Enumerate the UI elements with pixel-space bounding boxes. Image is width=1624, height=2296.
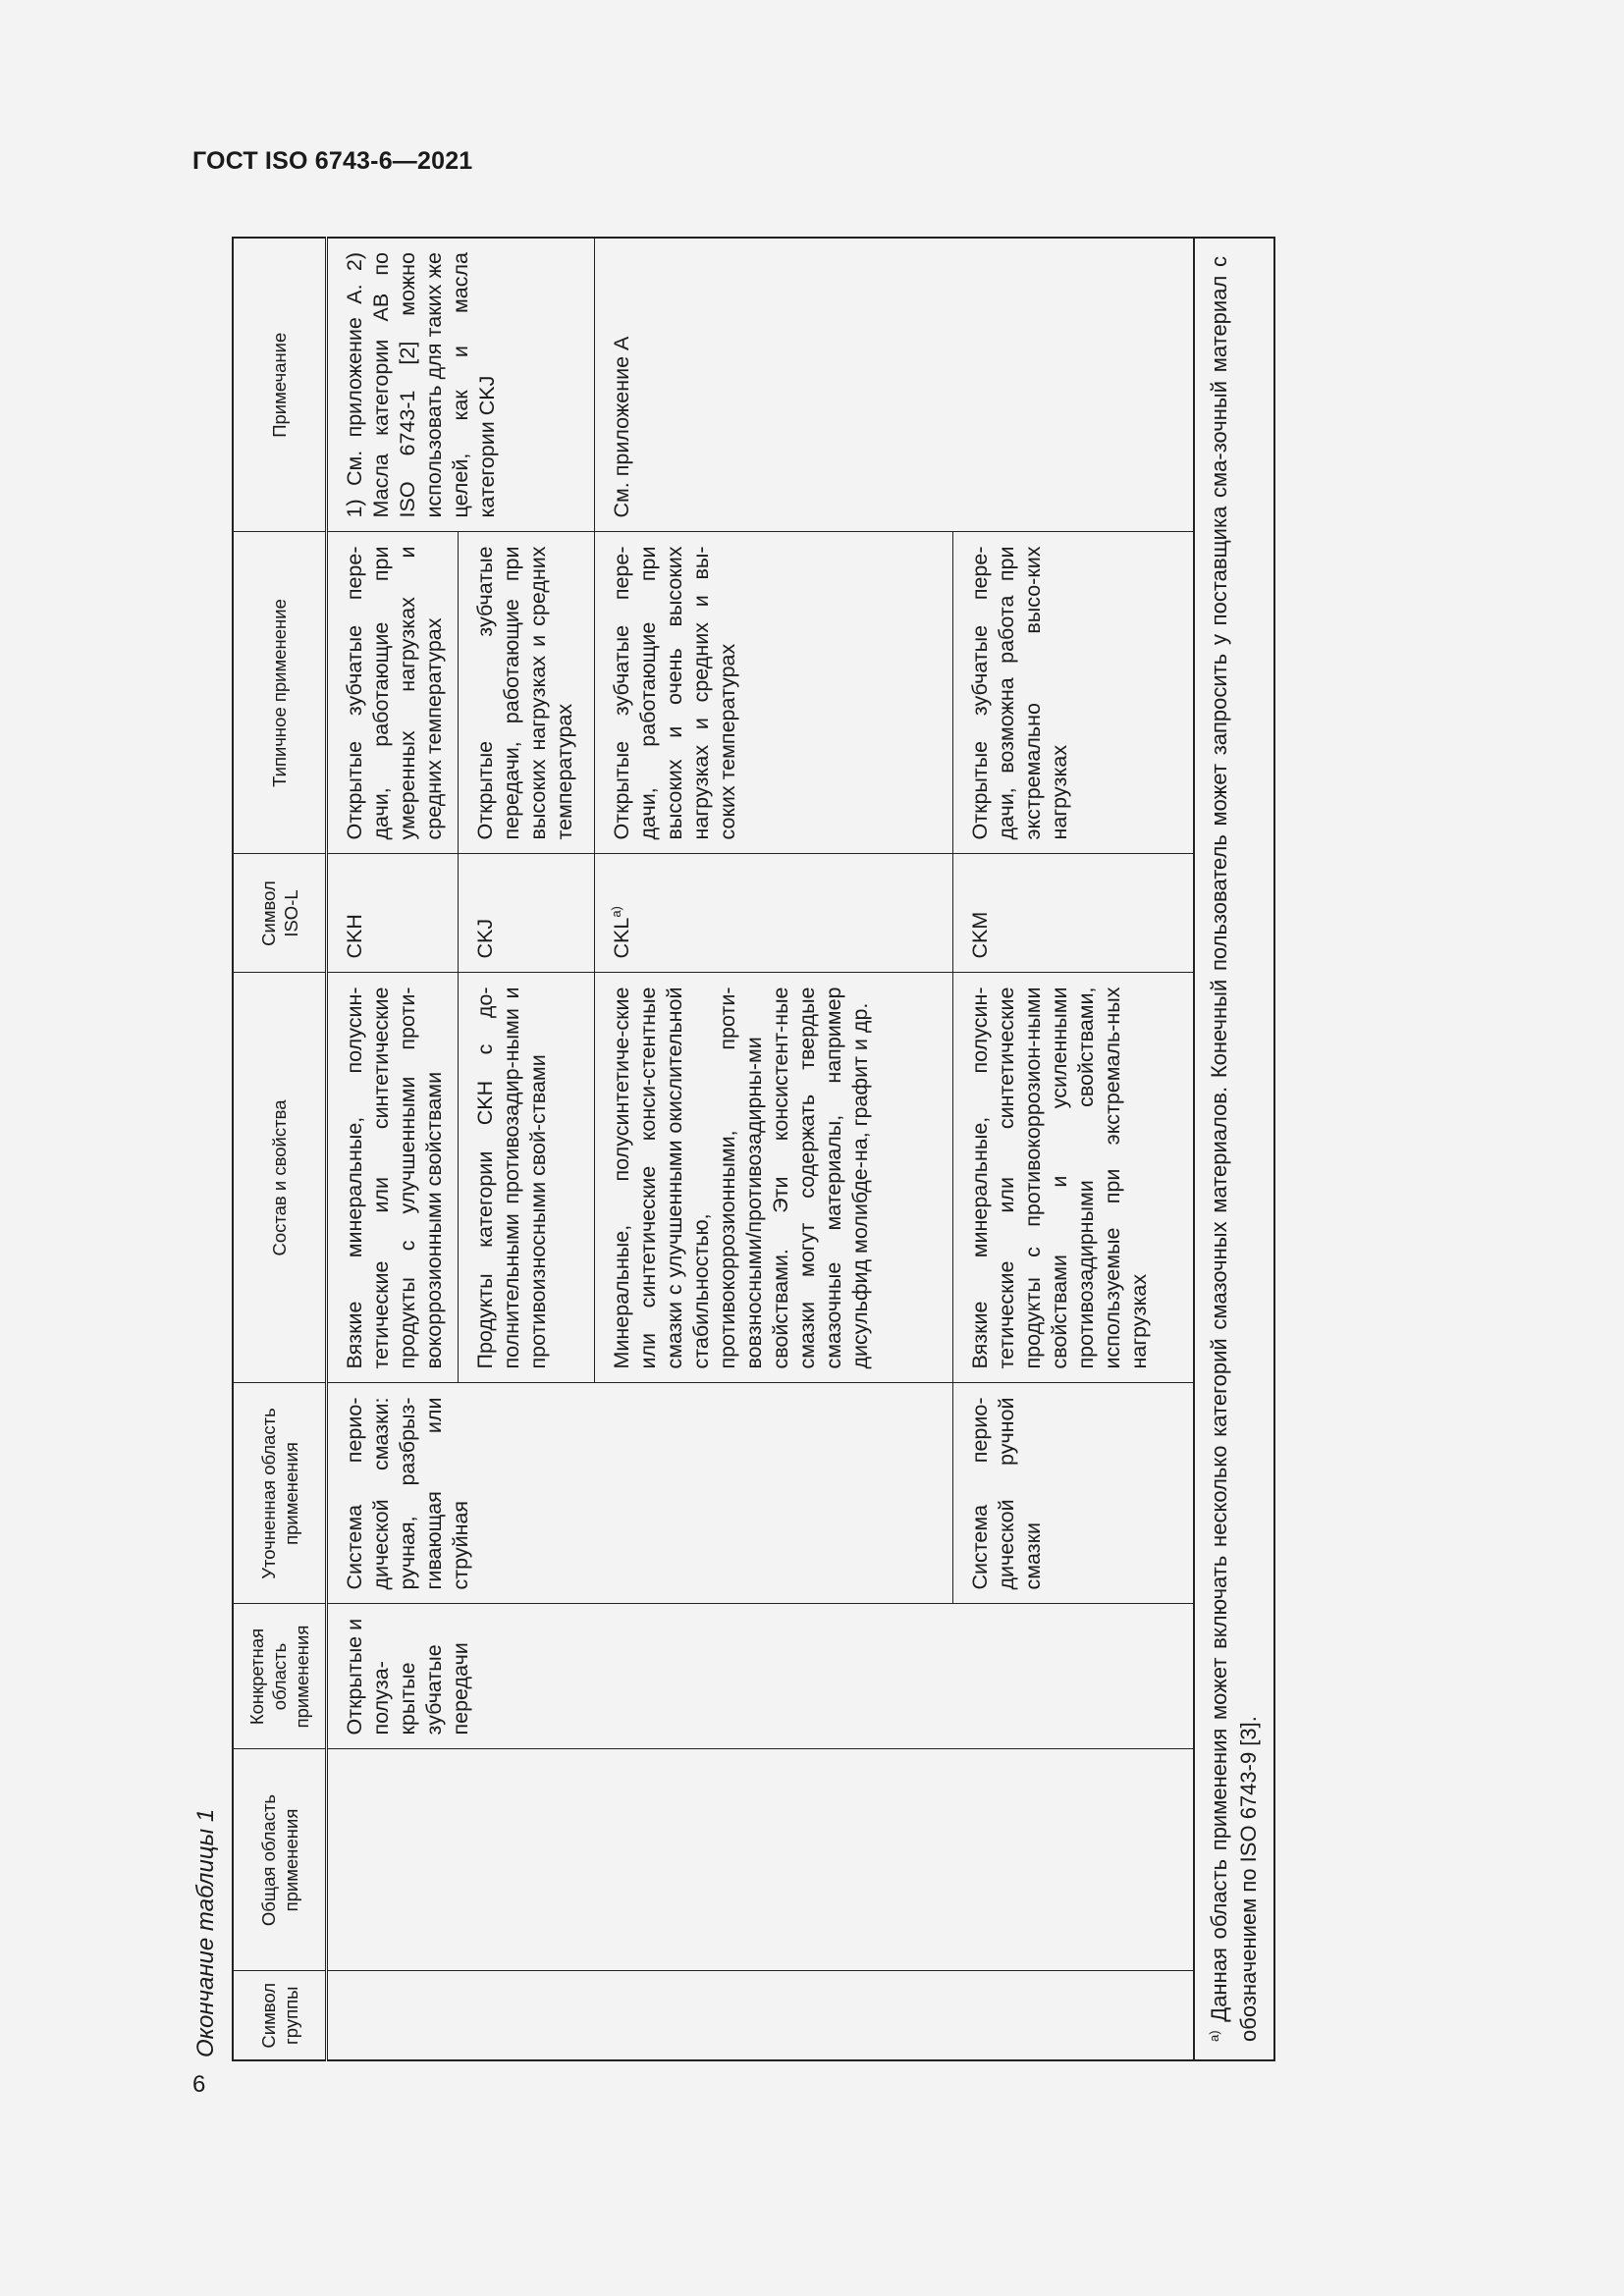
cell-composition: Продукты категории CKH с до-полнительными противозадир-ными и противоизносными свой-ствами (459, 973, 595, 1383)
column-header-general-application: Общая область применения (233, 1749, 327, 1971)
table-footnote (1194, 238, 1274, 2060)
cell-typical-usage: Открытые зубчатые пере-дачи, работающие при высоких и очень высоких нагрузках и средних и вы-соких температурах (595, 532, 953, 854)
footnote-marker: a) (1207, 2030, 1221, 2042)
iso-symbol-text: CKL (610, 917, 633, 959)
table-caption: Окончание таблицы 1 (192, 1808, 219, 2057)
cell-composition: Вязкие минеральные, полусин-тетические или синтетические продукты с противокоррозион-ными свойствами и усиленными противозадирными свойствами, используемые при экстремаль-ных нагрузках (953, 973, 1195, 1383)
table-row (327, 238, 459, 2060)
cell-iso-symbol: CKM (953, 854, 1195, 973)
rotated-table-area (187, 226, 1345, 2061)
column-header-group-symbol: Символ группы (233, 1971, 327, 2060)
table-header-row (233, 238, 327, 2060)
cell-general-application (327, 1749, 1195, 1971)
cell-iso-symbol: CKH (327, 854, 459, 973)
cell-note: 1) См. приложение А. 2) Масла категории AB по ISO 6743-1 [2] можно использовать для таких же целей, как и масла категории CKJ (327, 238, 595, 532)
cell-note: См. приложение А (595, 238, 1195, 532)
cell-group-symbol (327, 1971, 1195, 2060)
footnote-ref: a) (609, 906, 623, 918)
cell-composition: Вязкие минеральные, полусин-тетические или синтетические продукты с улучшенными проти-вокоррозионными свойствами (327, 973, 459, 1383)
page-number: 6 (192, 2071, 206, 2098)
cell-iso-symbol (595, 854, 953, 973)
footnote-text: Данная область применения может включать несколько категорий смазочных материалов. Конечный пользователь может запросить у поставщика сма-зочный материал с обозначением по ISO 6743-9 [3]. (1207, 256, 1261, 2042)
classification-table (232, 237, 1275, 2061)
cell-iso-symbol: CKJ (459, 854, 595, 973)
column-header-specific-application: Конкретная область применения (233, 1604, 327, 1749)
column-header-note: Примечание (233, 238, 327, 532)
footnote-row (1194, 238, 1274, 2060)
cell-refined-application: Система перио-дической смазки: ручная, разбрыз-гивающая или струйная (327, 1383, 953, 1604)
column-header-iso-symbol: Символ ISO-L (233, 854, 327, 973)
document-header: ГОСТ ISO 6743-6—2021 (192, 147, 473, 175)
cell-typical-usage: Открытые зубчатые передачи, работающие при высоких нагрузках и средних температурах (459, 532, 595, 854)
cell-typical-usage: Открытые зубчатые пере-дачи, возможна работа при экстремально высо-ких нагрузках (953, 532, 1195, 854)
column-header-composition: Состав и свойства (233, 973, 327, 1383)
column-header-refined-application: Уточненная область применения (233, 1383, 327, 1604)
cell-composition: Минеральные, полусинтетиче-ские или синтетические конси-стентные смазки с улучшенными окислительной стабильностью, противокоррозионными, проти-вовзносными/противозадирны-ми свойствами. Эти консистент-ные смазки могут содержать твердые смазочные материалы, например дисульфид молибде-на, графит и др. (595, 973, 953, 1383)
cell-specific-application: Открытые и полуза-крытые зубчатые передачи (327, 1604, 1195, 1749)
cell-typical-usage: Открытые зубчатые пере-дачи, работающие при умеренных нагрузках и средних температурах (327, 532, 459, 854)
column-header-typical-usage: Типичное применение (233, 532, 327, 854)
cell-refined-application: Система перио-дической ручной смазки (953, 1383, 1195, 1604)
